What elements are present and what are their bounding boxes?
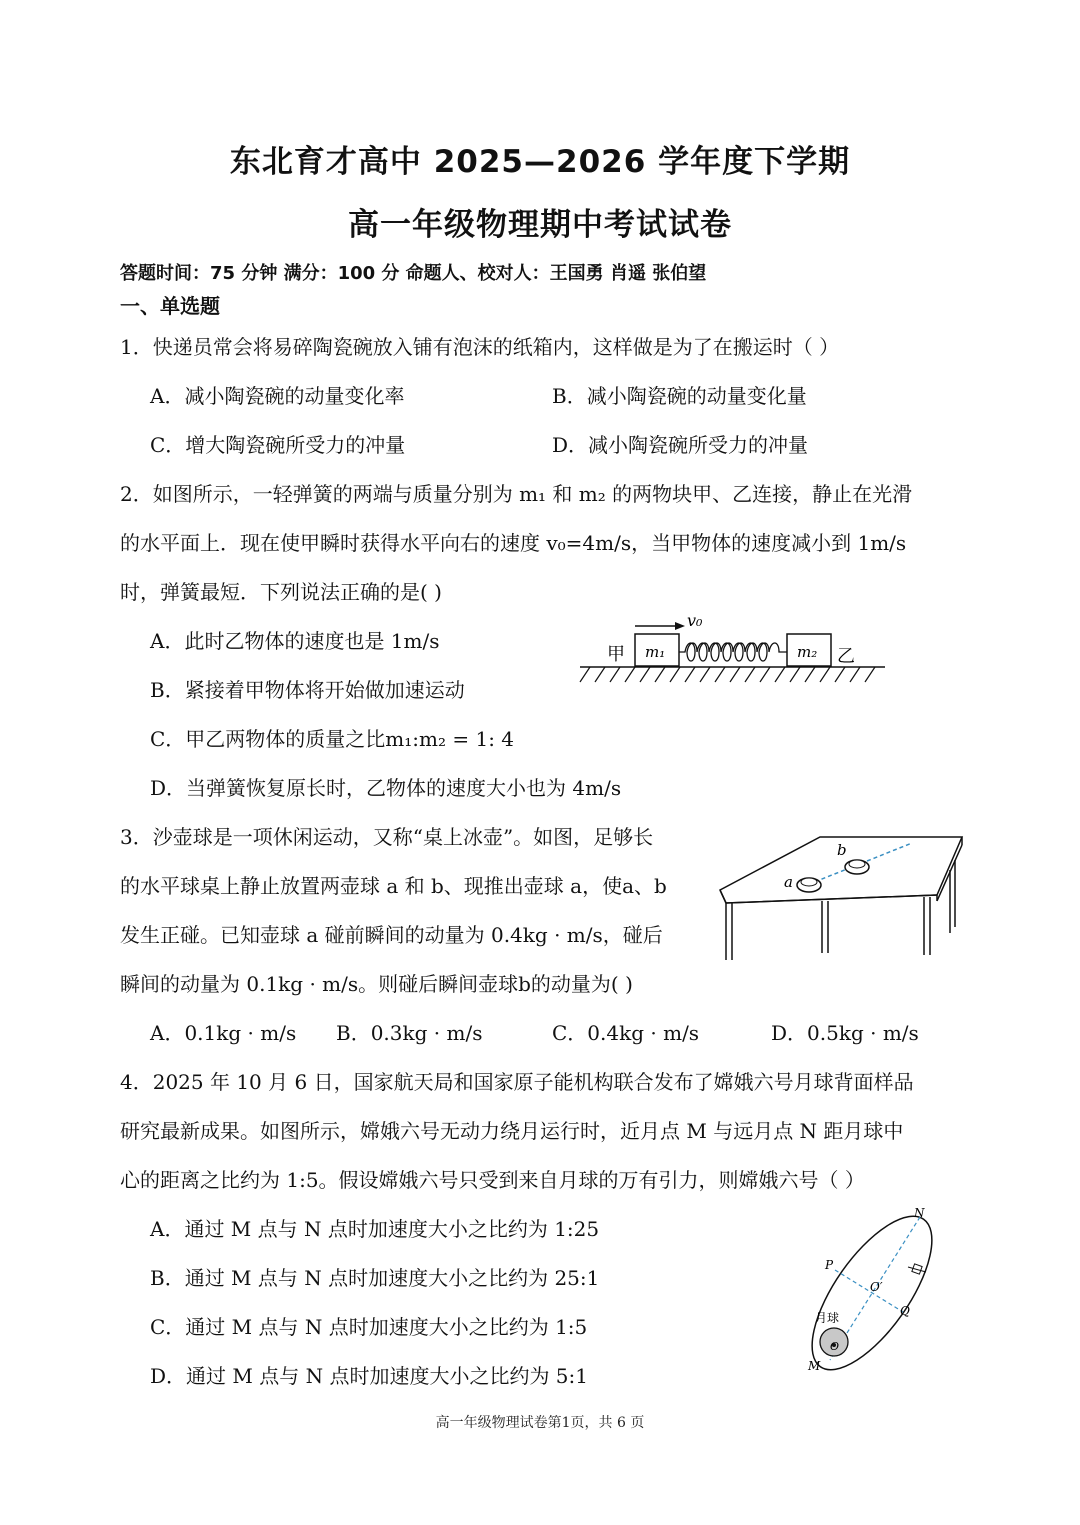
moon-label: 月球 bbox=[815, 1311, 840, 1325]
page-footer: 高一年级物理试卷第1页，共 6 页 bbox=[435, 1415, 645, 1431]
q1-option-b: B．减小陶瓷碗的动量变化量 bbox=[552, 384, 807, 408]
q4-option-a: A．通过 M 点与 N 点时加速度大小之比约为 1:25 bbox=[150, 1217, 600, 1241]
spacecraft-icon bbox=[908, 1264, 926, 1274]
q4-stem-line3: 心的距离之比约为 1:5。假设嫦娥六号只受到来自月球的万有引力，则嫦娥六号（ ） bbox=[120, 1168, 865, 1192]
m2-label: m₂ bbox=[797, 643, 818, 661]
exam-title-line2: 高一年级物理期中考试试卷 bbox=[348, 207, 732, 243]
q1-stem: 1．快递员常会将易碎陶瓷碗放入铺有泡沫的纸箱内，这样做是为了在搬运时（ ） bbox=[120, 335, 840, 359]
point-m-label: M bbox=[808, 1359, 821, 1373]
q3-option-c: C．0.4kg · m/s bbox=[552, 1021, 700, 1045]
q3-option-a: A．0.1kg · m/s bbox=[150, 1021, 297, 1045]
q3-stem-line4: 瞬间的动量为 0.1kg · m/s。则碰后瞬间壶球b的动量为( ) bbox=[120, 972, 633, 996]
q1-option-c: C．增大陶瓷碗所受力的冲量 bbox=[150, 433, 406, 457]
label-jia: 甲 bbox=[607, 644, 625, 665]
q4-stem-line1: 4．2025 年 10 月 6 日，国家航天局和国家原子能机构联合发布了嫦娥六号月球背面样品 bbox=[120, 1070, 914, 1094]
q2-option-a: A．此时乙物体的速度也是 1m/s bbox=[150, 629, 440, 653]
q2-stem-line3: 时，弹簧最短．下列说法正确的是( ) bbox=[120, 580, 442, 604]
q4-option-d: D．通过 M 点与 N 点时加速度大小之比约为 5:1 bbox=[150, 1364, 588, 1388]
puck-b-label: b bbox=[837, 841, 847, 859]
ground-hatch bbox=[580, 667, 875, 682]
spring-block-figure bbox=[575, 612, 895, 692]
q2-option-c: C．甲乙两物体的质量之比m₁:m₂ = 1: 4 bbox=[150, 727, 515, 751]
section-heading: 一、单选题 bbox=[120, 294, 220, 318]
q2-stem-line2: 的水平面上．现在使甲瞬时获得水平向右的速度 v₀=4m/s，当甲物体的速度减小到 1m/s bbox=[120, 531, 907, 555]
point-q-label: Q bbox=[900, 1304, 910, 1318]
exam-meta: 答题时间：75 分钟 满分：100 分 命题人、校对人：王国勇 肖遥 张伯望 bbox=[120, 263, 707, 284]
q3-option-b: B．0.3kg · m/s bbox=[336, 1021, 483, 1045]
q2-option-b: B．紧接着甲物体将开始做加速运动 bbox=[150, 678, 465, 702]
exam-title-line1: 东北育才高中 2025—2026 学年度下学期 bbox=[229, 144, 851, 180]
puck-a-label: a bbox=[784, 873, 793, 891]
point-n-label: N bbox=[914, 1206, 925, 1220]
q2-stem-line1: 2．如图所示，一轻弹簧的两端与质量分别为 m₁ 和 m₂ 的两物块甲、乙连接，静止在光滑 bbox=[120, 482, 913, 506]
q4-option-c: C．通过 M 点与 N 点时加速度大小之比约为 1:5 bbox=[150, 1315, 588, 1339]
moon-center-label: O bbox=[830, 1340, 840, 1353]
shuffleboard-table-figure bbox=[712, 815, 972, 965]
q4-option-b: B．通过 M 点与 N 点时加速度大小之比约为 25:1 bbox=[150, 1266, 600, 1290]
v0-label: v₀ bbox=[687, 611, 703, 630]
lunar-orbit-figure bbox=[800, 1205, 960, 1390]
q1-option-d: D．减小陶瓷碗所受力的冲量 bbox=[552, 433, 809, 457]
q3-stem-line2: 的水平球桌上静止放置两壶球 a 和 b、现推出壶球 a，使a、b bbox=[120, 874, 667, 898]
m1-label: m₁ bbox=[645, 643, 666, 661]
spring-coil bbox=[679, 643, 787, 661]
center-o-prime-label: O′ bbox=[870, 1280, 883, 1294]
label-yi: 乙 bbox=[837, 646, 855, 667]
q3-stem-line3: 发生正碰。已知壶球 a 碰前瞬间的动量为 0.4kg · m/s，碰后 bbox=[120, 923, 663, 947]
point-p-label: P bbox=[825, 1258, 834, 1272]
q3-stem-line1: 3．沙壶球是一项休闲运动，又称“桌上冰壶”。如图，足够长 bbox=[120, 825, 654, 849]
minor-axis bbox=[835, 1270, 903, 1312]
q1-option-a: A．减小陶瓷碗的动量变化率 bbox=[150, 384, 405, 408]
q2-option-d: D．当弹簧恢复原长时，乙物体的速度大小也为 4m/s bbox=[150, 776, 622, 800]
q4-stem-line2: 研究最新成果。如图所示，嫦娥六号无动力绕月运行时，近月点 M 与远月点 N 距月球中 bbox=[120, 1119, 904, 1143]
q3-option-d: D．0.5kg · m/s bbox=[771, 1021, 919, 1045]
